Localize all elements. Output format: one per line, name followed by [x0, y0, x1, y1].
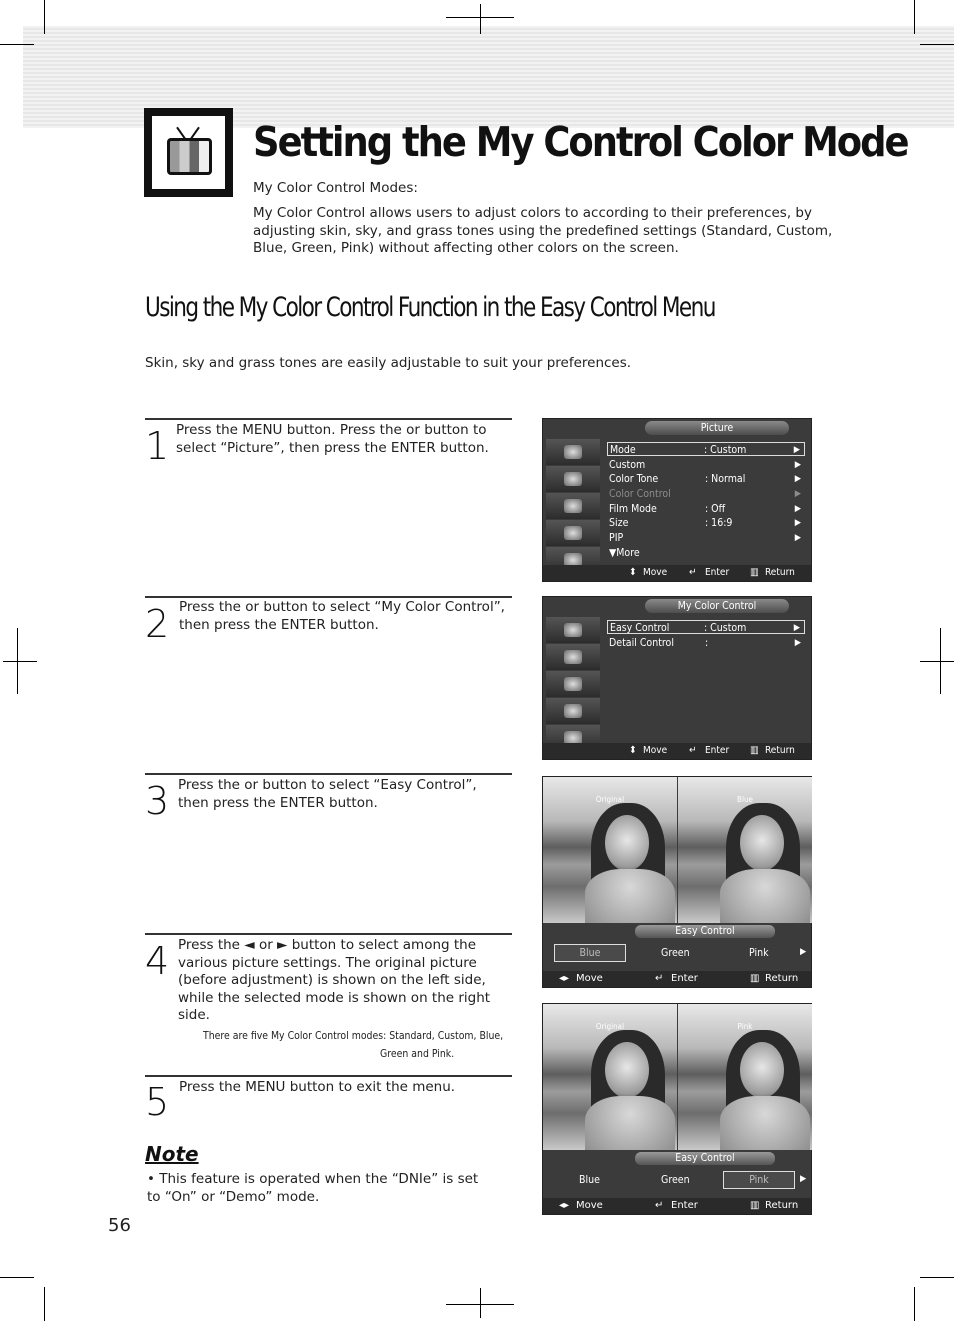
step-number: 4 — [145, 939, 170, 983]
crop-mark — [920, 1277, 954, 1278]
return-icon: ▥ — [750, 973, 760, 984]
osd-footer: ⬍ Move ↵ Enter ▥ Return — [543, 743, 811, 759]
osd-row-more[interactable]: ▼More — [609, 547, 640, 559]
step-number: 5 — [145, 1080, 170, 1124]
osd-row-color-control[interactable]: Color Control ▶ — [609, 488, 801, 500]
easy-control-header: Easy Control — [635, 1152, 775, 1165]
registration-mark — [480, 4, 481, 34]
crop-mark — [914, 1287, 915, 1321]
step-number: 3 — [145, 779, 170, 823]
option-pink[interactable]: Pink — [749, 947, 769, 959]
original-preview: Original — [543, 777, 677, 923]
step-note: Green and Pink. — [380, 1047, 455, 1060]
note-text: • This feature is operated when the “DNIe” is set to “On” or “Demo” mode. — [147, 1171, 479, 1205]
return-icon: ▥ — [750, 1200, 760, 1211]
osd-row-easy-control[interactable]: Easy Control : Custom ▶ — [607, 620, 805, 634]
registration-mark — [920, 661, 954, 662]
registration-mark — [17, 628, 18, 694]
section-title: Using the My Color Control Function in the Easy Control Menu — [145, 292, 715, 323]
osd-row-size[interactable]: Size : 16:9 ▶ — [609, 517, 801, 529]
osd-picture-menu — [542, 418, 812, 582]
return-icon: ▥ — [750, 567, 759, 578]
enter-icon: ↵ — [655, 1200, 664, 1211]
step-text: Press the MENU button to exit the menu. — [179, 1079, 456, 1095]
crop-mark — [920, 44, 954, 45]
option-blue[interactable]: Blue — [579, 1174, 600, 1186]
easy-control-header: Easy Control — [635, 925, 775, 938]
intro-label: My Color Control Modes: — [253, 180, 418, 196]
enter-icon: ↵ — [689, 567, 697, 578]
option-pink[interactable]: Pink — [723, 1171, 795, 1189]
step-text: Press the MENU button. Press the or button to select “Picture”, then press the ENTER button. — [176, 422, 489, 456]
intro-text: My Color Control allows users to adjust colors to according to their preferences, by adjusting skin, sky, and grass tones using the predefined settings (Standard, Custom, Blue, Green, Pink) without affecting other colors on the screen. — [253, 205, 833, 256]
step-text: Press the or button to select “My Color Control”, then press the ENTER button. — [179, 599, 505, 633]
osd-row-color-tone[interactable]: Color Tone : Normal ▶ — [609, 473, 801, 485]
original-preview: Original — [543, 1004, 677, 1150]
page-number: 56 — [108, 1215, 131, 1236]
crop-mark — [44, 1287, 45, 1321]
step-divider — [145, 773, 512, 775]
option-blue[interactable]: Blue — [554, 944, 626, 962]
step-text: Press the ◄ or ► button to select among the various picture settings. The original picture (before adjustment) is shown on the left side, while the selected mode is shown on the right side. — [178, 937, 491, 1023]
crop-mark — [44, 0, 45, 34]
step-note: There are five My Color Control modes: Standard, Custom, Blue, — [203, 1029, 504, 1042]
note-heading: Note — [145, 1142, 199, 1166]
step-text: Press the or button to select “Easy Control”, then press the ENTER button. — [178, 777, 477, 811]
arrow-right-icon: ▶ — [800, 947, 807, 957]
move-icon: ◂▸ — [559, 1200, 570, 1211]
osd-footer: ⬍ Move ↵ Enter ▥ Return — [543, 565, 811, 581]
step-divider — [145, 418, 512, 420]
osd-row-mode[interactable]: Mode : Custom ▶ — [607, 442, 805, 456]
registration-mark — [480, 1288, 481, 1318]
osd-my-color-control-menu — [542, 596, 812, 760]
crop-mark — [914, 0, 915, 34]
option-green[interactable]: Green — [661, 1174, 690, 1186]
crop-mark — [0, 1277, 34, 1278]
osd-side-icons — [546, 617, 600, 749]
step-divider — [145, 596, 512, 598]
enter-icon: ↵ — [655, 973, 664, 984]
step-number: 1 — [145, 424, 170, 468]
osd-header: My Color Control — [645, 599, 789, 613]
step-number: 2 — [145, 602, 170, 646]
adjusted-preview: Pink — [678, 1004, 812, 1150]
adjusted-preview: Blue — [678, 777, 812, 923]
easy-control-preview-pink — [542, 1003, 812, 1215]
osd-row-pip[interactable]: PIP ▶ — [609, 532, 801, 544]
enter-icon: ↵ — [689, 745, 697, 756]
osd-row-custom[interactable]: Custom ▶ — [609, 459, 801, 471]
move-icon: ⬍ — [629, 567, 637, 578]
section-intro: Skin, sky and grass tones are easily adjustable to suit your preferences. — [145, 355, 632, 371]
registration-mark — [940, 628, 941, 694]
registration-mark — [3, 661, 37, 662]
osd-row-detail-control[interactable]: Detail Control : ▶ — [609, 637, 801, 649]
move-icon: ◂▸ — [559, 973, 570, 984]
page-title: Setting the My Control Color Mode — [253, 118, 908, 166]
osd-side-icons — [546, 439, 600, 571]
crop-mark — [0, 44, 34, 45]
step-divider — [145, 1075, 512, 1077]
osd-footer: ◂▸ Move ↵ Enter ▥ Return — [543, 971, 811, 987]
osd-header: Picture — [645, 421, 789, 435]
osd-footer: ◂▸ Move ↵ Enter ▥ Return — [543, 1198, 811, 1214]
tv-icon — [144, 108, 233, 197]
return-icon: ▥ — [750, 745, 759, 756]
osd-row-film-mode[interactable]: Film Mode : Off ▶ — [609, 503, 801, 515]
step-divider — [145, 933, 512, 935]
move-icon: ⬍ — [629, 745, 637, 756]
easy-control-preview-blue — [542, 776, 812, 988]
option-green[interactable]: Green — [661, 947, 690, 959]
arrow-right-icon: ▶ — [800, 1174, 807, 1184]
